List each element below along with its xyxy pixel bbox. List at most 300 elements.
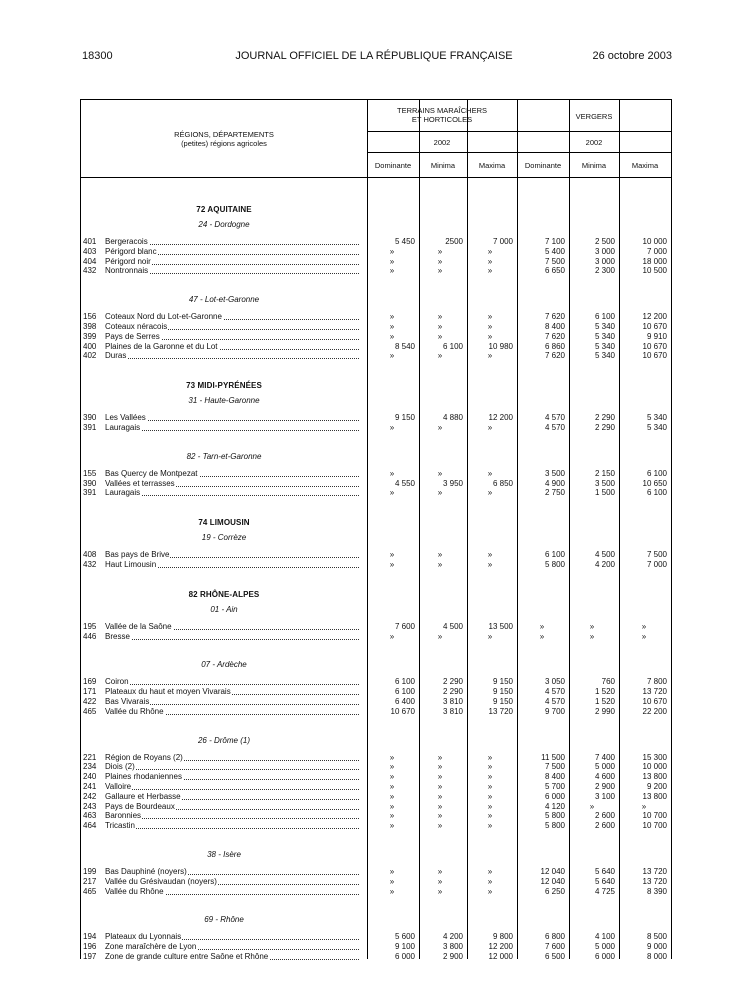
- col-header-minima: Minima: [430, 161, 456, 170]
- value-cell: 5 800: [544, 560, 565, 569]
- table-row: [81, 887, 671, 897]
- region-label: [105, 792, 363, 802]
- value-cell: »: [641, 631, 647, 641]
- value-cell: 12 040: [540, 867, 565, 876]
- value-cell: 8 390: [646, 886, 667, 896]
- value-cell: »: [389, 423, 395, 432]
- value-cell: 7 620: [544, 351, 565, 361]
- value-cell: 6 850: [492, 478, 513, 488]
- region-label: [105, 342, 363, 352]
- value-cell: 12 200: [642, 312, 667, 322]
- value-cell: 9 800: [492, 932, 513, 942]
- region-label: [105, 867, 363, 877]
- region-label-text: Bas Quercy de Montpezat: [105, 468, 198, 478]
- col-header-minima: Minima: [581, 161, 607, 170]
- region-heading: 72 AQUITAINE: [196, 205, 252, 214]
- region-code: 195: [83, 621, 97, 631]
- group-header-maraichers: [367, 106, 517, 124]
- value-cell: 6 100: [394, 687, 415, 697]
- region-label-text: Bas Dauphiné (noyers): [105, 867, 187, 876]
- value-cell: 10 700: [642, 821, 667, 831]
- value-cell: 5 640: [594, 867, 615, 876]
- table-row: [81, 322, 671, 332]
- table-row: [81, 550, 671, 560]
- region-label: [105, 877, 363, 887]
- value-cell: 13 720: [488, 706, 513, 716]
- region-label-text: Vallée du Grésivaudan (noyers): [105, 876, 217, 886]
- value-cell: 2 600: [594, 811, 615, 821]
- value-cell: »: [487, 791, 493, 801]
- value-cell: »: [641, 621, 647, 631]
- land-price-table: [80, 99, 672, 959]
- region-label: [105, 622, 363, 632]
- region-label-text: Valloire: [105, 782, 132, 791]
- value-cell: »: [437, 266, 443, 276]
- page-number: 18300: [82, 50, 113, 62]
- value-cell: 10 670: [642, 697, 667, 706]
- region-label: [105, 266, 363, 276]
- value-cell: »: [437, 468, 443, 478]
- value-cell: 9 100: [394, 942, 415, 952]
- value-cell: »: [487, 876, 493, 886]
- value-cell: »: [487, 886, 493, 896]
- value-cell: »: [589, 801, 595, 811]
- region-code: 404: [83, 256, 97, 266]
- table-row: [81, 762, 671, 772]
- value-cell: 22 200: [642, 706, 667, 716]
- value-cell: »: [389, 322, 395, 331]
- department-heading: 38 - Isère: [207, 850, 241, 859]
- region-label: [105, 762, 363, 772]
- region-label: [105, 632, 363, 642]
- value-cell: 2 900: [442, 952, 463, 961]
- value-cell: »: [589, 621, 595, 631]
- value-cell: »: [487, 801, 493, 811]
- value-cell: 5 340: [594, 331, 615, 341]
- value-cell: »: [389, 560, 395, 569]
- value-cell: 4 100: [594, 932, 615, 942]
- value-cell: 1 520: [594, 687, 615, 697]
- value-cell: 5 640: [594, 876, 615, 886]
- table-row: [81, 342, 671, 352]
- row-header-title: RÉGIONS, DÉPARTEMENTS: [174, 130, 274, 139]
- region-label: [105, 952, 363, 962]
- table-row: [81, 802, 671, 812]
- region-label: [105, 247, 363, 257]
- region-label: [105, 802, 363, 812]
- region-code: 446: [83, 631, 97, 641]
- region-code: 155: [83, 468, 97, 478]
- region-label: [105, 942, 363, 952]
- table-row: [81, 479, 671, 489]
- value-cell: 9 150: [492, 687, 513, 697]
- value-cell: »: [487, 782, 493, 791]
- value-cell: »: [437, 752, 443, 762]
- region-code: 241: [83, 782, 97, 791]
- value-cell: »: [487, 488, 493, 498]
- value-cell: 6 100: [394, 677, 415, 687]
- value-cell: 4 725: [594, 886, 615, 896]
- region-code: 156: [83, 312, 97, 322]
- region-code: 432: [83, 266, 97, 276]
- value-cell: 3 950: [442, 478, 463, 488]
- value-cell: 11 500: [541, 752, 565, 762]
- value-cell: »: [487, 351, 493, 361]
- value-cell: »: [389, 791, 395, 801]
- value-cell: 13 800: [642, 772, 667, 782]
- table-row: [81, 622, 671, 632]
- col-header-maxima: Maxima: [631, 161, 659, 170]
- value-cell: 3 500: [544, 468, 565, 478]
- value-cell: 3 810: [442, 697, 463, 706]
- value-cell: »: [437, 772, 443, 782]
- region-code: 402: [83, 351, 97, 361]
- value-cell: »: [389, 256, 395, 266]
- value-cell: »: [487, 762, 493, 772]
- table-row: [81, 697, 671, 707]
- region-label: [105, 677, 363, 687]
- table-row: [81, 707, 671, 717]
- region-code: 465: [83, 886, 97, 896]
- value-cell: »: [487, 821, 493, 831]
- value-cell: 4 550: [394, 478, 415, 488]
- region-code: 391: [83, 488, 97, 498]
- region-label-text: Haut Limousin: [105, 560, 157, 569]
- region-code: 401: [83, 237, 97, 246]
- region-label-text: Pays de Bourdeaux: [105, 801, 175, 811]
- region-label-text: Bas Vivarais: [105, 697, 150, 706]
- table-row: [81, 351, 671, 361]
- region-code: 398: [83, 322, 97, 331]
- value-cell: 12 200: [488, 942, 513, 952]
- value-cell: »: [437, 312, 443, 322]
- department-heading: 07 - Ardèche: [201, 660, 247, 670]
- region-label-text: Périgord blanc: [105, 246, 157, 256]
- value-cell: 5 340: [594, 322, 615, 331]
- table-row: [81, 952, 671, 962]
- value-cell: »: [487, 867, 493, 876]
- value-cell: »: [437, 322, 443, 331]
- value-cell: »: [389, 631, 395, 641]
- region-label-text: Vallée du Rhône: [105, 886, 164, 896]
- value-cell: 3 100: [594, 791, 615, 801]
- region-label: [105, 753, 363, 763]
- value-cell: 13 720: [642, 687, 667, 697]
- value-cell: 8 540: [394, 341, 415, 351]
- value-cell: »: [437, 886, 443, 896]
- value-cell: 5 700: [544, 782, 565, 791]
- region-code: 197: [83, 952, 97, 961]
- region-label: [105, 782, 363, 792]
- value-cell: »: [389, 876, 395, 886]
- region-code: 194: [83, 932, 97, 942]
- region-label-text: Vallée du Rhône: [105, 706, 164, 716]
- value-cell: 4 570: [544, 687, 565, 697]
- region-label-text: Lauragais: [105, 423, 141, 432]
- table-row: [81, 332, 671, 342]
- region-code: 242: [83, 791, 97, 801]
- table-row: [81, 237, 671, 247]
- value-cell: »: [437, 631, 443, 641]
- value-cell: 10 500: [642, 266, 667, 276]
- value-cell: 1 520: [594, 697, 615, 706]
- value-cell: 4 500: [594, 550, 615, 560]
- department-heading: 26 - Drôme (1): [197, 735, 250, 745]
- table-row: [81, 423, 671, 433]
- region-label: [105, 479, 363, 489]
- journal-title: JOURNAL OFFICIEL DE LA RÉPUBLIQUE FRANÇAISE: [235, 50, 513, 62]
- value-cell: »: [437, 821, 443, 831]
- value-cell: 7 100: [544, 237, 565, 246]
- value-cell: 5 800: [544, 811, 565, 821]
- value-cell: »: [437, 762, 443, 772]
- department-heading: 47 - Lot-et-Garonne: [188, 295, 260, 305]
- region-label: [105, 697, 363, 707]
- value-cell: »: [389, 886, 395, 896]
- table-row: [81, 632, 671, 642]
- value-cell: 5 400: [544, 246, 565, 256]
- value-cell: »: [437, 791, 443, 801]
- region-label-text: Duras: [105, 351, 127, 361]
- region-label-text: Région de Royans (2): [105, 752, 183, 762]
- region-label-text: Plaines de la Garonne et du Lot: [105, 341, 218, 351]
- value-cell: 3 810: [442, 706, 463, 716]
- value-cell: 2 750: [544, 488, 565, 498]
- value-cell: »: [539, 621, 545, 631]
- value-cell: »: [487, 631, 493, 641]
- value-cell: »: [539, 631, 545, 641]
- table-row: [81, 867, 671, 877]
- value-cell: »: [389, 312, 395, 322]
- region-label-text: Coteaux néracois: [105, 322, 168, 331]
- value-cell: 6 100: [594, 312, 615, 322]
- value-cell: »: [389, 246, 395, 256]
- value-cell: 6 000: [594, 952, 615, 961]
- value-cell: 4 200: [594, 560, 615, 569]
- region-label-text: Périgord noir: [105, 256, 151, 266]
- table-row: [81, 821, 671, 831]
- value-cell: 12 200: [488, 413, 513, 423]
- table-row: [81, 877, 671, 887]
- region-label: [105, 312, 363, 322]
- region-code: 400: [83, 341, 97, 351]
- region-heading: 82 RHÔNE-ALPES: [188, 589, 260, 599]
- value-cell: 5 340: [594, 341, 615, 351]
- value-cell: 10 700: [642, 811, 667, 821]
- value-cell: 6 100: [646, 468, 667, 478]
- department-heading: 24 - Dordogne: [198, 220, 250, 229]
- region-label-text: Baronnies: [105, 811, 142, 821]
- value-cell: 760: [601, 677, 615, 687]
- table-row: [81, 772, 671, 782]
- value-cell: »: [389, 762, 395, 772]
- value-cell: »: [389, 782, 395, 791]
- value-cell: »: [437, 256, 443, 266]
- region-label: [105, 322, 363, 332]
- value-cell: 6 250: [544, 886, 565, 896]
- value-cell: 4 900: [544, 478, 565, 488]
- value-cell: 10 670: [390, 706, 415, 716]
- value-cell: 4 880: [442, 413, 463, 423]
- region-label-text: Tricastin: [105, 821, 135, 831]
- value-cell: 12 040: [540, 876, 565, 886]
- value-cell: 4 570: [544, 423, 565, 432]
- table-row: [81, 687, 671, 697]
- value-cell: 13 720: [642, 876, 667, 886]
- value-cell: »: [641, 801, 647, 811]
- value-cell: »: [487, 246, 493, 256]
- value-cell: 10 000: [642, 762, 667, 772]
- value-cell: »: [437, 560, 443, 569]
- value-cell: »: [589, 631, 595, 641]
- value-cell: 9 000: [646, 942, 667, 952]
- value-cell: 5 800: [544, 821, 565, 831]
- region-label: [105, 469, 363, 479]
- value-cell: 4 500: [442, 621, 463, 631]
- value-cell: 2 990: [594, 706, 615, 716]
- value-cell: 5 600: [394, 932, 415, 942]
- value-cell: 8 000: [646, 952, 667, 961]
- value-cell: »: [487, 752, 493, 762]
- region-label-text: Plaines rhodaniennes: [105, 772, 182, 782]
- value-cell: »: [389, 331, 395, 341]
- value-cell: »: [487, 811, 493, 821]
- col-header-dominante: Dominante: [374, 161, 412, 170]
- value-cell: 9 910: [646, 331, 667, 341]
- table-row: [81, 942, 671, 952]
- region-label-text: Zone de grande culture entre Saône et Rhône: [105, 952, 269, 961]
- value-cell: 10 650: [642, 478, 667, 488]
- value-cell: 7 600: [394, 621, 415, 631]
- value-cell: »: [389, 752, 395, 762]
- table-row: [81, 782, 671, 792]
- value-cell: 4 200: [442, 932, 463, 942]
- value-cell: 6 650: [544, 266, 565, 276]
- region-code: 403: [83, 246, 97, 256]
- value-cell: 5 340: [646, 423, 667, 432]
- value-cell: 10 980: [488, 341, 513, 351]
- value-cell: 7 000: [646, 246, 667, 256]
- region-code: 234: [83, 762, 97, 772]
- value-cell: 2 150: [594, 468, 615, 478]
- value-cell: 1 500: [594, 488, 615, 498]
- region-code: 399: [83, 331, 97, 341]
- value-cell: 7 600: [544, 942, 565, 952]
- value-cell: 7 620: [544, 312, 565, 322]
- value-cell: »: [437, 331, 443, 341]
- value-cell: 7 620: [544, 331, 565, 341]
- region-code: 390: [83, 413, 97, 423]
- region-label-text: Coiron: [105, 677, 129, 687]
- table-row: [81, 811, 671, 821]
- value-cell: 10 670: [642, 341, 667, 351]
- group-header-line: TERRAINS MARAÎCHERS: [396, 106, 487, 115]
- region-label-text: Pays de Serres: [105, 331, 160, 341]
- value-cell: 7 500: [544, 762, 565, 772]
- value-cell: 5 340: [646, 413, 667, 423]
- value-cell: 2 300: [594, 266, 615, 276]
- value-cell: 15 300: [642, 752, 667, 762]
- table-row: [81, 488, 671, 498]
- value-cell: 5 000: [594, 942, 615, 952]
- value-cell: »: [487, 256, 493, 266]
- value-cell: 6 860: [544, 341, 565, 351]
- value-cell: 7 400: [594, 752, 615, 762]
- value-cell: »: [487, 266, 493, 276]
- region-label-text: Plateaux du Lyonnais: [105, 932, 182, 942]
- value-cell: »: [389, 550, 395, 560]
- value-cell: 2 500: [594, 237, 615, 246]
- value-cell: 18 000: [642, 256, 667, 266]
- value-cell: 9 150: [492, 697, 513, 706]
- region-label: [105, 351, 363, 361]
- region-code: 464: [83, 821, 97, 831]
- value-cell: 9 700: [544, 706, 565, 716]
- region-label-text: Les Vallées: [105, 413, 146, 423]
- group-header-line: ET HORTICOLES: [411, 115, 473, 124]
- year-header: 2002: [585, 138, 603, 147]
- department-heading: 82 - Tarn-et-Garonne: [186, 451, 262, 461]
- value-cell: 8 500: [646, 932, 667, 942]
- value-cell: 4 600: [594, 772, 615, 782]
- value-cell: 6 400: [394, 697, 415, 706]
- value-cell: 3 000: [594, 256, 615, 266]
- region-label-text: Bas pays de Brive: [105, 550, 170, 560]
- value-cell: »: [389, 468, 395, 478]
- value-cell: 8 400: [544, 772, 565, 782]
- region-label-text: Diois (2): [105, 762, 135, 772]
- region-label: [105, 413, 363, 423]
- department-heading: 01 - Ain: [210, 604, 238, 614]
- value-cell: »: [437, 801, 443, 811]
- region-code: 169: [83, 677, 97, 687]
- value-cell: »: [437, 550, 443, 560]
- value-cell: 6 000: [394, 952, 415, 961]
- region-label: [105, 560, 363, 570]
- value-cell: »: [487, 331, 493, 341]
- value-cell: 7 500: [646, 550, 667, 560]
- value-cell: 8 400: [544, 322, 565, 331]
- region-label: [105, 237, 363, 247]
- department-heading: 19 - Corrèze: [201, 533, 247, 543]
- value-cell: »: [437, 351, 443, 361]
- region-code: 199: [83, 867, 97, 876]
- region-label-text: Bresse: [105, 631, 130, 641]
- value-cell: 5 450: [394, 237, 415, 246]
- region-label-text: Zone maraîchère de Lyon: [105, 942, 197, 952]
- value-cell: 13 800: [642, 791, 667, 801]
- region-code: 408: [83, 550, 97, 560]
- table-row: [81, 932, 671, 942]
- value-cell: 4 120: [544, 801, 565, 811]
- value-cell: »: [437, 488, 443, 498]
- value-cell: 9 150: [394, 413, 415, 423]
- region-label: [105, 332, 363, 342]
- value-cell: »: [389, 488, 395, 498]
- value-cell: »: [389, 811, 395, 821]
- value-cell: »: [487, 560, 493, 569]
- value-cell: »: [437, 246, 443, 256]
- region-label: [105, 550, 363, 560]
- header-divider: [367, 152, 671, 153]
- value-cell: 2 290: [594, 423, 615, 432]
- value-cell: 6 500: [544, 952, 565, 961]
- value-cell: »: [437, 782, 443, 791]
- region-code: 422: [83, 697, 97, 706]
- region-code: 196: [83, 942, 97, 952]
- value-cell: »: [487, 312, 493, 322]
- value-cell: »: [389, 821, 395, 831]
